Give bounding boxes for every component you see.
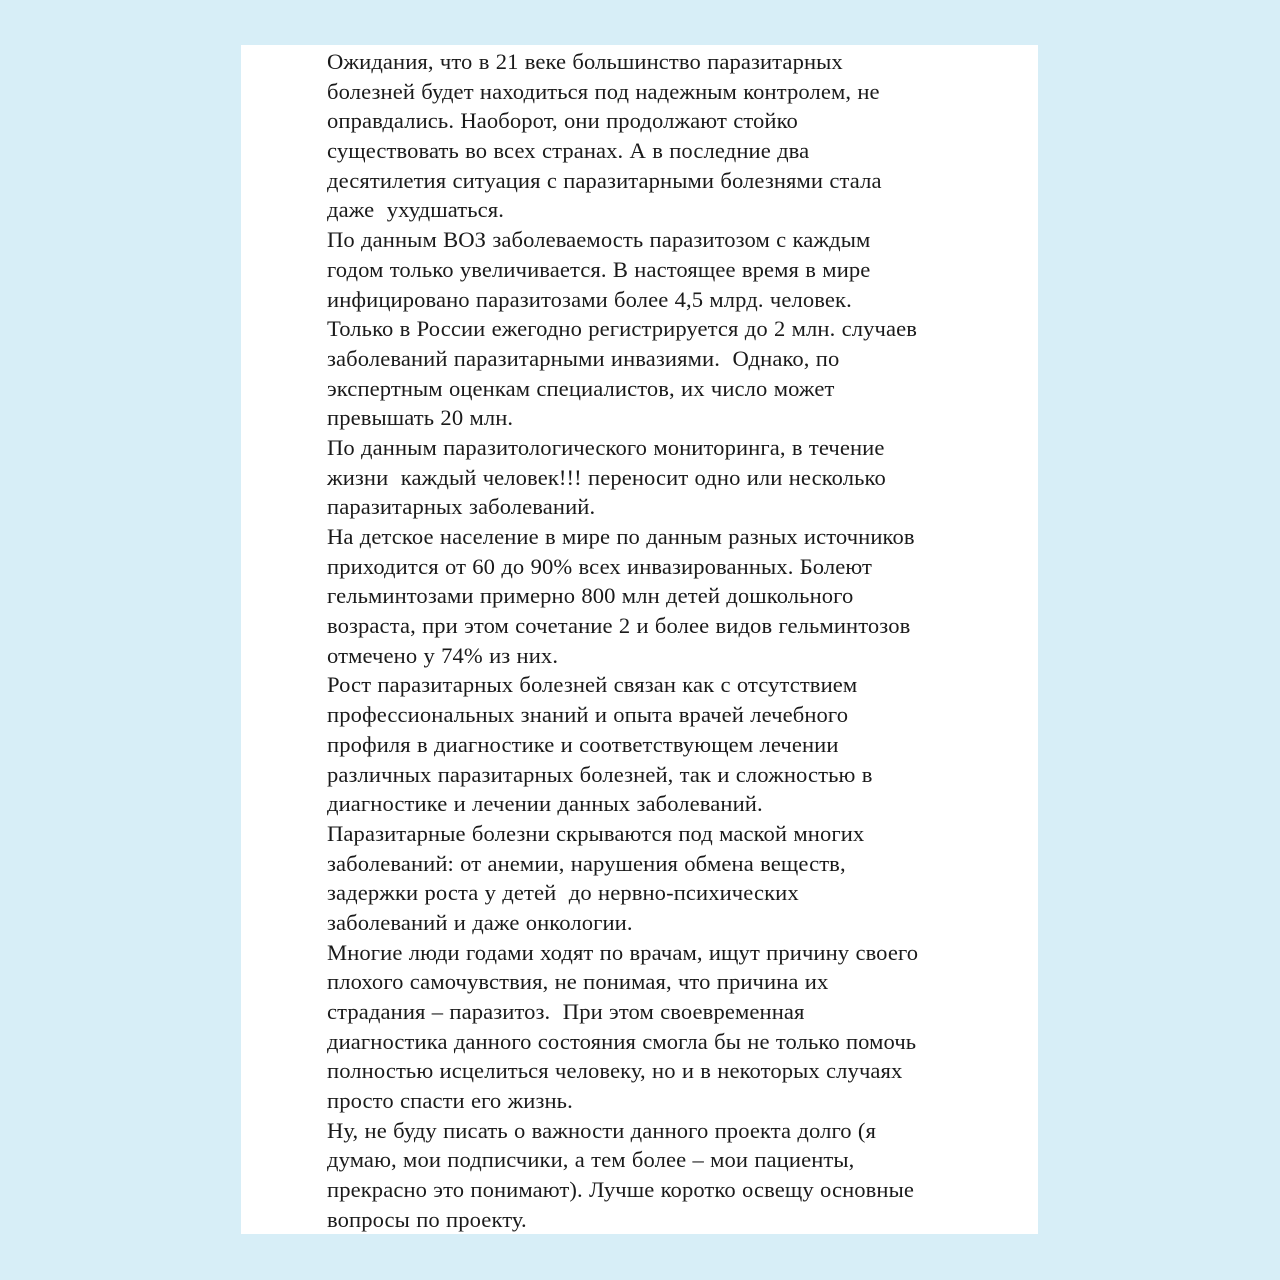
text-line: профессиональных знаний и опыта врачей лечебного <box>327 702 849 728</box>
text-line: диагностика данного состояния смогла бы не только помочь <box>327 1028 917 1054</box>
text-line: задержки роста у детей до нервно-психических <box>327 880 799 906</box>
text-line: профиля в диагностике и соответствующем лечении <box>327 731 839 757</box>
text-line: Ожидания, что в 21 веке большинство паразитарных <box>327 49 843 74</box>
text-line: приходится от 60 до 90% всех инвазированных. Болеют <box>327 553 873 579</box>
text-line: жизни каждый человек!!! переносит одно или несколько <box>327 464 886 490</box>
text-line: существовать во всех странах. А в последние два <box>327 138 810 164</box>
text-line: десятилетия ситуация с паразитарными болезнями стала <box>327 167 882 193</box>
text-line: отмечено у 74% из них. <box>327 642 559 668</box>
text-line: Ну, не буду писать о важности данного проекта долго (я <box>327 1117 877 1143</box>
text-line: годом только увеличивается. В настоящее время в мире <box>327 256 871 282</box>
text-line: По данным паразитологического мониторинга, в течение <box>327 434 885 460</box>
text-line: паразитарных заболеваний. <box>327 494 596 520</box>
document-text <box>327 47 1027 1234</box>
text-line: возраста, при этом сочетание 2 и более видов гельминтозов <box>327 613 911 639</box>
text-line: инфицировано паразитозами более 4,5 млрд. человек. <box>327 286 852 312</box>
text-line: думаю, мои подписчики, а тем более – мои пациенты, <box>327 1147 855 1173</box>
document-page <box>241 45 1038 1234</box>
text-line: вопросы по проекту. <box>327 1206 527 1232</box>
text-line: заболеваний паразитарными инвазиями. Однако, по <box>327 345 840 371</box>
text-line: различных паразитарных болезней, так и сложностью в <box>327 761 873 787</box>
text-line: По данным ВОЗ заболеваемость паразитозом с каждым <box>327 227 871 253</box>
text-line: гельминтозами примерно 800 млн детей дошкольного <box>327 583 854 609</box>
text-line: заболеваний: от анемии, нарушения обмена веществ, <box>327 850 846 876</box>
text-line: На детское население в мире по данным разных источников <box>327 524 915 549</box>
text-line: плохого самочувствия, не понимая, что причина их <box>327 969 829 995</box>
text-line: просто спасти его жизнь. <box>327 1088 573 1114</box>
text-line: оправдались. Наоборот, они продолжают стойко <box>327 108 798 134</box>
text-line: экспертным оценкам специалистов, их число может <box>327 375 835 401</box>
text-line: даже ухудшаться. <box>327 197 505 223</box>
text-line: Многие люди годами ходят по врачам, ищут причину своего <box>327 939 919 965</box>
text-line: диагностике и лечении данных заболеваний. <box>327 791 763 817</box>
text-line: Только в России ежегодно регистрируется до 2 млн. случаев <box>327 316 917 342</box>
text-line: болезней будет находиться под надежным контролем, не <box>327 78 880 104</box>
text-line: прекрасно это понимают). Лучше коротко освещу основные <box>327 1177 915 1203</box>
text-line: Рост паразитарных болезней связан как с отсутствием <box>327 672 858 698</box>
text-line: Паразитарные болезни скрываются под маской многих <box>327 820 865 846</box>
text-line: страдания – паразитоз. При этом своевременная <box>327 999 805 1024</box>
text-line: превышать 20 млн. <box>327 405 514 431</box>
text-line: заболеваний и даже онкологии. <box>327 909 633 935</box>
text-line: полностью исцелиться человеку, но и в некоторых случаях <box>327 1058 903 1084</box>
